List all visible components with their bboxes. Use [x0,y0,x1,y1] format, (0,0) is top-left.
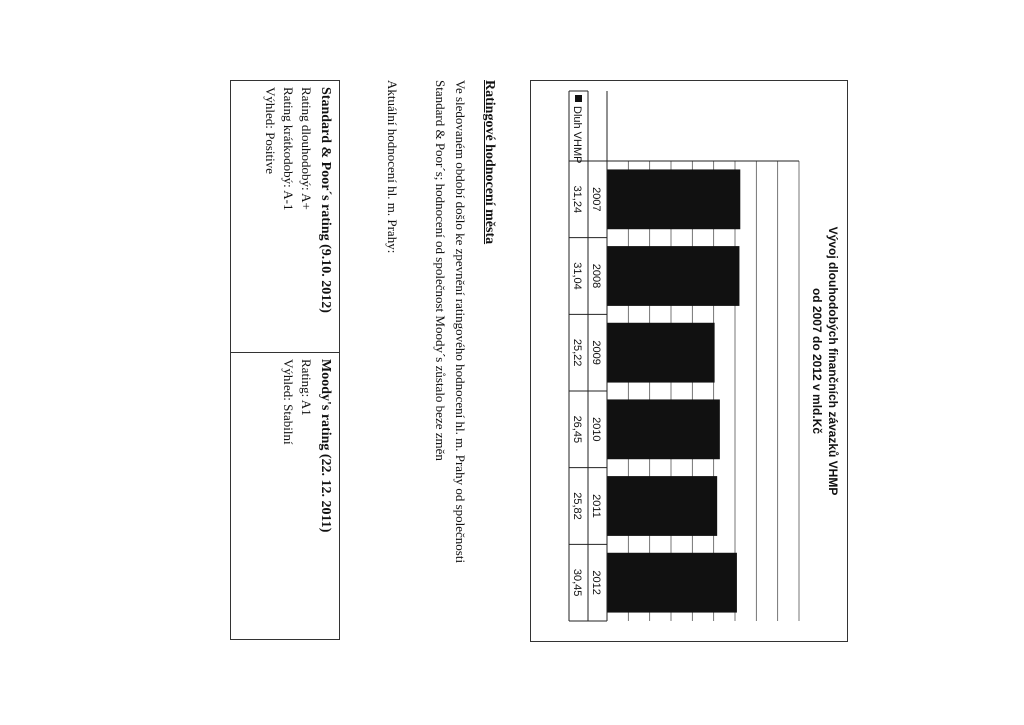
category-label: 2012 [590,570,602,595]
value-label: 31,24 [571,185,583,214]
bar [607,246,739,306]
rating-table [230,80,340,640]
sp-outlook: Výhled: Positive [263,87,278,175]
category-label: 2008 [590,263,602,289]
chart-canvas [531,81,847,641]
paragraph-current-rating: Aktuální hodnocení hl. m. Prahy: [385,80,400,254]
category-label: 2011 [590,494,602,518]
chart-title: Vývoj dlouhodobých finančních závazků VHMP od 2007 do 2012 v mld.Kč [810,226,840,496]
value-label: 31,04 [571,262,583,290]
bar [607,476,717,536]
sp-short-rating: Rating krátkodobý: A-1 [281,87,296,211]
debt-chart [530,80,848,642]
legend-swatch [575,95,582,102]
bar [607,399,720,459]
paragraph-line: Standard & Poor´s; hodnocení od společnost Moody´s zůstalo beze změn [433,80,448,461]
bar [607,323,715,383]
category-label: 2009 [590,340,602,365]
sp-rating-heading: Standard & Poor´s rating (9.10. 2012) [318,87,333,313]
moodys-rating-cell [231,353,339,639]
legend-label: Dluh VHMP [571,106,583,164]
sp-long-rating: Rating dlouhodobý: A+ [299,87,314,210]
rotated-document-page [147,60,872,670]
value-label: 26,45 [571,415,583,444]
section-heading: Ratingové hodnocení města [482,80,497,245]
category-label: 2007 [590,187,602,212]
bar [607,169,740,229]
category-label: 2010 [590,417,602,442]
paragraph-line: Ve sledovaném období došlo ke zpevnění ratingového hodnocení hl. m. Prahy od společnosti [453,80,468,564]
sp-rating-cell [231,81,339,353]
moodys-rating: Rating: A1 [299,359,314,416]
bar [607,553,737,613]
value-label: 25,22 [571,338,583,367]
value-label: 30,45 [571,568,583,597]
moodys-outlook: Výhled: Stabilní [281,359,296,445]
value-label: 25,82 [571,492,583,520]
moodys-rating-heading: Moody's rating (22. 12. 2011) [318,359,333,533]
